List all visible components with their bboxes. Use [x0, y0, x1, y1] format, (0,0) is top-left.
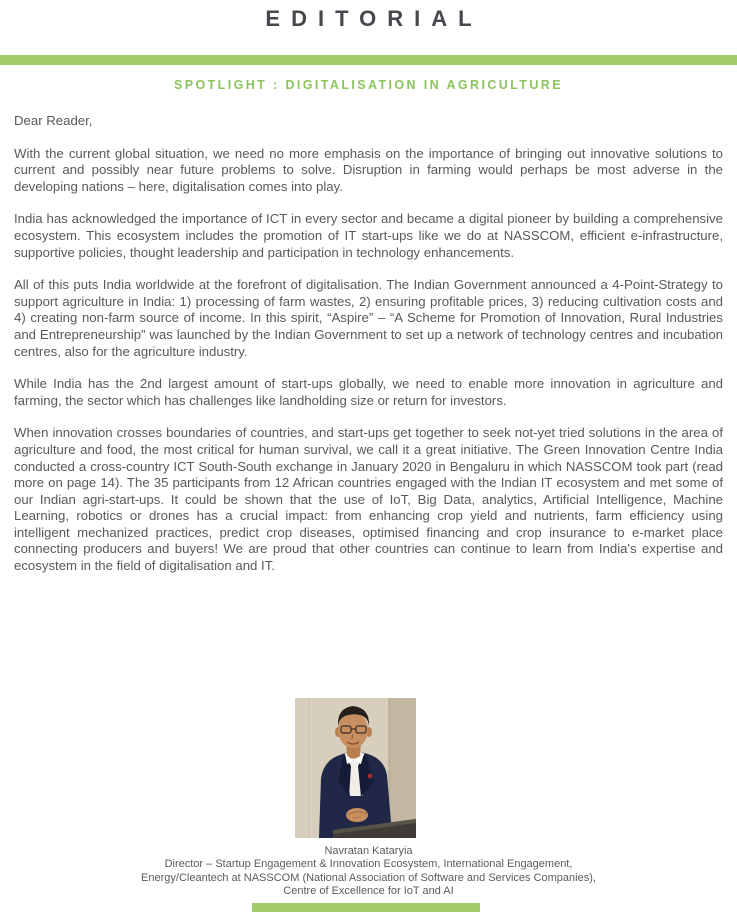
author-name: Navratan Kataryia	[324, 845, 413, 857]
paragraph-1: With the current global situation, we need no more emphasis on the importance of bringing out innovative solutions to current and possibly near future problems to solve. Disruption in farming would perhaps be most adverse in the developing nations – here, digitalisation comes into play.	[14, 145, 723, 194]
salutation: Dear Reader,	[14, 113, 93, 128]
paragraph-4: While India has the 2nd largest amount of start-ups globally, we need to enable more innovation in agriculture and farming, the sector which has challenges like landholding size or return for investors.	[14, 376, 723, 408]
article-body	[14, 113, 723, 591]
top-accent-bar	[0, 55, 737, 65]
author-role-line-1: Director – Startup Engagement & Innovation Ecosystem, International Engagement,	[164, 858, 573, 871]
author-role-line-3: Centre of Excellence for IoT and AI	[283, 885, 454, 898]
author-caption	[0, 845, 737, 899]
author-portrait-photo	[295, 698, 416, 838]
paragraph-5: When innovation crosses boundaries of countries, and start-ups get together to seek not-yet tried solutions in the area of agriculture and food, the most critical for human survival, we call it a great initiative. The Green Innovation Centre India conducted a cross-country ICT South-South exchange in January 2020 in Bengaluru in which NASSCOM took part (read more on page 14). The 35 participants from 12 African countries engaged with the Indian IT ecosystem and met some of our Indian agri-start-ups. It could be shown that the use of IoT, Big Data, analytics, Artificial Intelligence, Machine Learning, robotics or drones has a crucial impact: from enhancing crop yield and nutrients, farm efficiency using intelligent mechanized practices, predict crop diseases, optimised financing and crop insurance to e-market place connecting producers and buyers! We are proud that other countries can continue to learn from India's expertise and ecosystem in the field of digitalisation and IT.	[14, 425, 723, 574]
portrait-illustration	[295, 698, 416, 838]
paragraph-3: All of this puts India worldwide at the forefront of digitalisation. The Indian Government announced a 4-Point-Strategy to support agriculture in India: 1) processing of farm wastes, 2) ensuring profitable prices, 3) reducing cultivation costs and 4) creating non-farm source of income. In this spirit, “Aspire” – “A Scheme for Promotion of Innovation, Rural Industries and Entrepreneurship” was launched by the Indian Government to set up a network of technology centres and incubation centres, also for the agriculture industry.	[14, 277, 723, 359]
bottom-accent-bar	[252, 903, 480, 912]
spotlight-heading: SPOTLIGHT : DIGITALISATION IN AGRICULTURE	[174, 78, 563, 92]
page-title: EDITORIAL	[265, 6, 483, 31]
paragraph-2: India has acknowledged the importance of ICT in every sector and became a digital pioneer by building a comprehensive ecosystem. This ecosystem includes the promotion of IT start-ups like we do at NASSCOM, efficient e-infrastructure, supportive policies, thought leadership and participation in technology enhancements.	[14, 211, 723, 260]
author-role-line-2: Energy/Cleantech at NASSCOM (National Association of Software and Services Companies),	[141, 871, 596, 884]
